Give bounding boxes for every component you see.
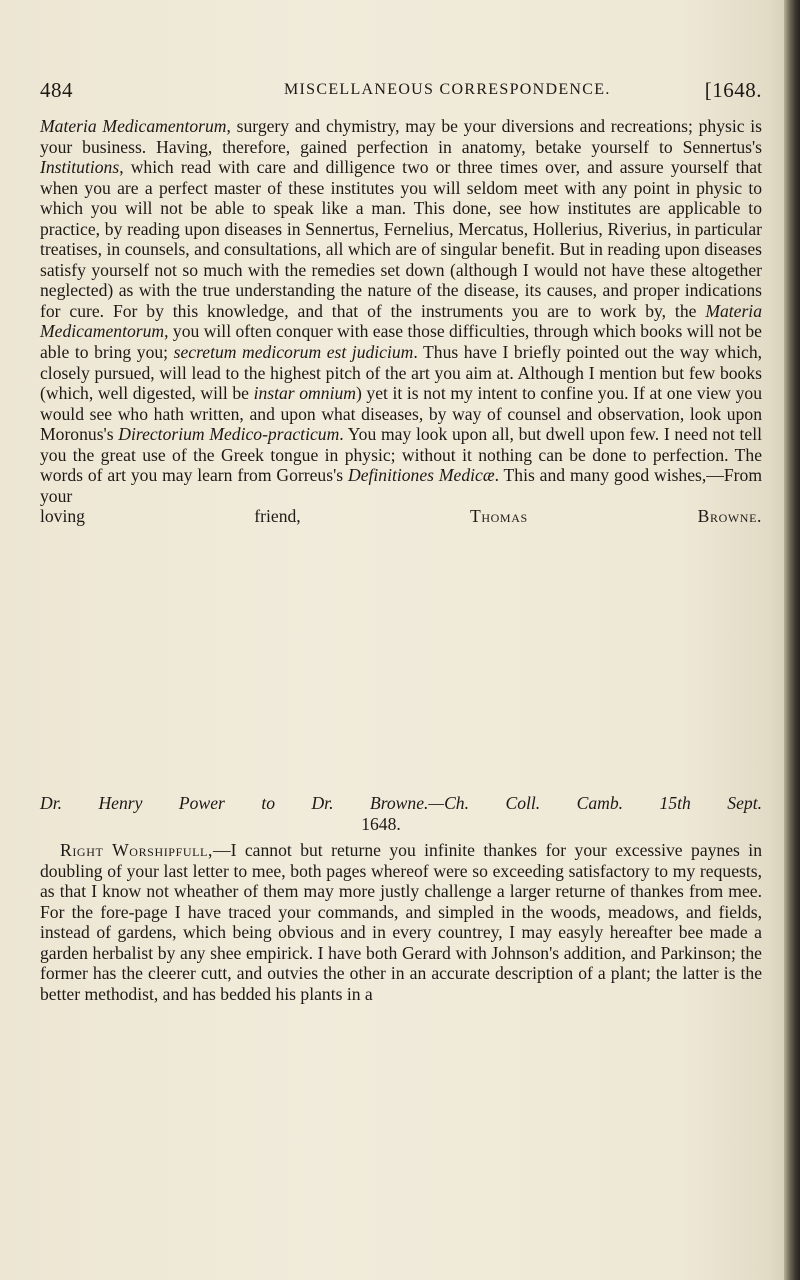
page-number: 484 (40, 78, 73, 102)
letter-power-text (40, 840, 762, 1004)
page-binding-edge (784, 0, 800, 1280)
letter-heading-line: Dr. Henry Power to Dr. Browne.—Ch. Coll. Camb. 15th Sept. (40, 793, 762, 813)
italic-phrase: Definitiones Medicæ (347, 465, 495, 486)
italic-phrase: Directorium Medico-practicum (118, 424, 340, 445)
italic-phrase: Materia Medicamentorum (40, 116, 227, 136)
closing: loving friend, (40, 506, 301, 527)
letter-browne-signoff (40, 506, 762, 527)
italic-phrase: secretum medicorum est judicium (173, 342, 414, 363)
text-run: . Thus have I briefly pointed out the way which, closely pursued, will lead to the highest pitch of the art you aim at. Although I mention but few books (which, well digested, will be (40, 342, 763, 404)
letter-heading-year: 1648. (361, 813, 401, 834)
signature: Thomas Browne. (470, 506, 762, 527)
text-run: , which read with care and dilligence two or three times over, and assure yourself that when you are a perfect master of these institutes you will seldom meet with any point in physic to which you will not be able to speak like a man. This done, see how institutes are applicable to practice, by reading upon diseases in Sennertus, Fernelius, Mercatus, Hollerius, Riverius, in particular treatises, in counsels, and consultations, all which are of singular benefit. But in reading upon diseases satisfy yourself not so much with the remedies set down (although I would not have these altogether neglected) as with the true understanding the nature of the disease, its causes, and proper indications for cure. For by this knowledge, and that of the instruments you are to work by, the (40, 157, 762, 321)
letter-power-body (40, 840, 762, 1004)
text-run: , surgery and chymistry, may be your diversions and recreations; physic is your business. Having, therefore, gained perfection in anatomy, betake yourself to Sennertus's (40, 116, 762, 157)
letter-browne-body (40, 116, 762, 506)
text-run: . This and many good wishes,—From your (40, 465, 763, 506)
italic-phrase: Materia Medicamentorum (40, 300, 762, 342)
text-run: ) yet it is not my intent to confine you. If at one view you would see who hath written, and upon what diseases, by way of counsel and observation, look upon Moronus's (40, 383, 762, 445)
page-header (40, 78, 762, 108)
text-run: , you will often conquer with ease those difficulties, through which books will not be able to bring you; (40, 321, 762, 363)
running-title: MISCELLANEOUS CORRESPONDENCE. (284, 81, 611, 98)
header-year: [1648. (704, 78, 762, 102)
letter-power-heading (40, 793, 762, 834)
italic-phrase: Institutions (40, 157, 120, 178)
letter-browne-text (40, 116, 762, 527)
italic-phrase: instar omnium (253, 383, 356, 404)
text-run: . You may look upon all, but dwell upon few. I need not tell you the great use of the Greek tongue in physic; without it nothing can be done to perfection. The words of art you may learn from Gorreus's (40, 424, 762, 486)
salutation: Right Worshipfull, (60, 840, 213, 860)
letter-power-paragraph: —I cannot but returne you infinite thankes for your excessive paynes in doubling of your last letter to mee, both pages whereof were so exceeding satisfactory to my requests, as that I know not wheather of them may more justly challenge a larger returne of thankes from mee. For the fore-page I have traced your commands, and simpled in the woods, meadows, and fields, instead of gardens, which being obvious and in every countrey, I may easyly hereafter bee made a garden herbalist by any shee empirick. I have both Gerard with Johnson's addition, and Parkinson; the former has the cleerer cutt, and outvies the other in an accurate description of a plant; the latter is the better methodist, and has bedded his plants in a (40, 840, 762, 1004)
